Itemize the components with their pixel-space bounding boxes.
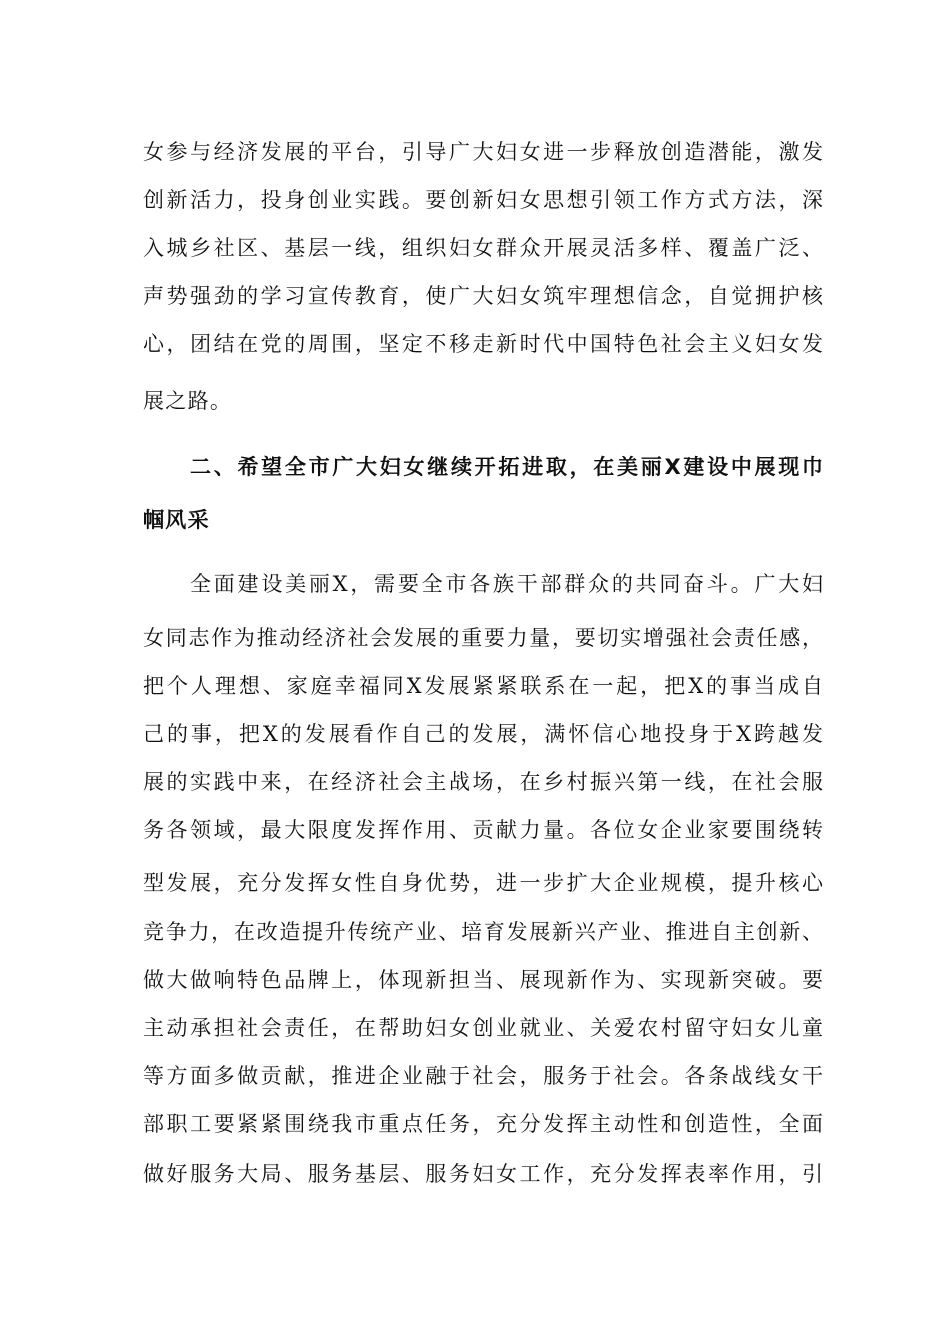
- paragraph-line: 全面建设美丽X，需要全市各族干部群众的共同奋斗。广大妇: [190, 572, 823, 596]
- paragraph-line: 声势强劲的学习宣传教育，使广大妇女筑牢理想信念，自觉拥护核: [143, 284, 823, 308]
- section-heading: 二、希望全市广大妇女继续开拓进取，在美丽X建设中展现巾: [190, 455, 823, 479]
- paragraph-line: 务各领域，最大限度发挥作用、贡献力量。各位女企业家要围绕转: [143, 818, 823, 842]
- paragraph-line: 做好服务大局、服务基层、服务妇女工作，充分发挥表率作用，引: [143, 1162, 823, 1186]
- paragraph-line: 己的事，把X的发展看作自己的发展，满怀信心地投身于X跨越发: [143, 722, 823, 746]
- paragraph-line: 女参与经济发展的平台，引导广大妇女进一步释放创造潜能，激发: [143, 140, 823, 164]
- paragraph-line: 型发展，充分发挥女性自身优势，进一步扩大企业规模，提升核心: [143, 871, 823, 895]
- paragraph-line: 创新活力，投身创业实践。要创新妇女思想引领工作方式方法，深: [143, 188, 823, 212]
- paragraph-line: 展的实践中来，在经济社会主战场，在乡村振兴第一线，在社会服: [143, 770, 823, 794]
- paragraph-line: 竞争力，在改造提升传统产业、培育发展新兴产业、推进自主创新、: [143, 920, 823, 944]
- paragraph-line: 把个人理想、家庭幸福同X发展紧紧联系在一起，把X的事当成自: [143, 674, 823, 698]
- paragraph-line: 展之路。: [143, 389, 233, 413]
- paragraph-line: 做大做响特色品牌上，体现新担当、展现新作为、实现新突破。要: [143, 968, 823, 992]
- section-heading: 帼风采: [143, 508, 210, 532]
- paragraph-line: 女同志作为推动经济社会发展的重要力量，要切实增强社会责任感，: [143, 626, 823, 650]
- paragraph-line: 等方面多做贡献，推进企业融于社会，服务于社会。各条战线女干: [143, 1064, 823, 1088]
- paragraph-line: 主动承担社会责任，在帮助妇女创业就业、关爱农村留守妇女儿童: [143, 1016, 823, 1040]
- paragraph-line: 部职工要紧紧围绕我市重点任务，充分发挥主动性和创造性，全面: [143, 1112, 823, 1136]
- paragraph-line: 入城乡社区、基层一线，组织妇女群众开展灵活多样、覆盖广泛、: [143, 236, 823, 260]
- paragraph-line: 心，团结在党的周围，坚定不移走新时代中国特色社会主义妇女发: [143, 332, 823, 356]
